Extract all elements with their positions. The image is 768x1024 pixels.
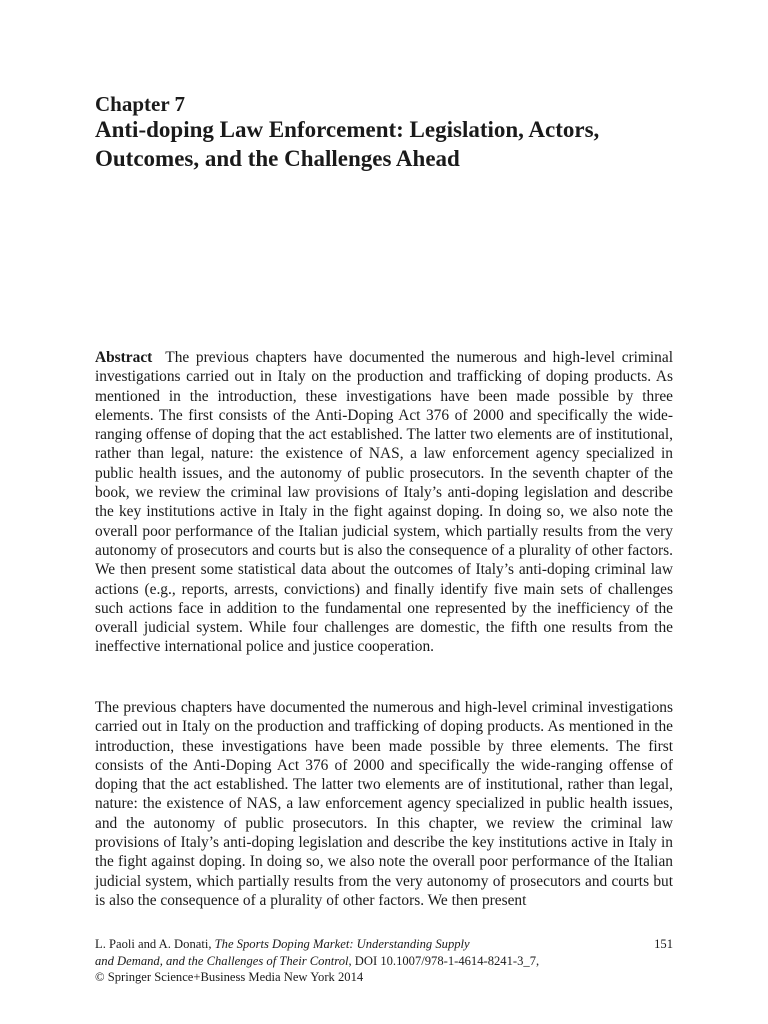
footer-copyright: © Springer Science+Business Media New York 2014	[95, 970, 364, 984]
footer-book-title-part2: and Demand, and the Challenges of Their Control	[95, 953, 349, 968]
page	[95, 0, 673, 1024]
footer-book-title-part1: The Sports Doping Market: Understanding Supply	[214, 937, 470, 951]
abstract	[95, 348, 673, 657]
chapter-label: Chapter 7	[95, 92, 186, 116]
footer-doi: , DOI 10.1007/978-1-4614-8241-3_7,	[348, 953, 540, 968]
footer-citation-line-2	[95, 953, 673, 970]
chapter-title: Anti-doping Law Enforcement: Legislation, Actors, Outcomes, and the Challenges Ahead	[95, 117, 600, 171]
abstract-label: Abstract	[95, 349, 153, 366]
footer-authors: L. Paoli and A. Donati,	[95, 937, 212, 951]
abstract-text: The previous chapters have documented the numerous and high-level criminal investigations carried out in Italy on the production and trafficking of doping products. As mentioned in the introduction, these investigations have been made possible by three elements. The first consists of the Anti-Doping Act 376 of 2000 and specifically the wide-ranging offense of doping that the act established. The latter two elements are of institutional, rather than legal, nature: the existence of NAS, a law enforcement agency specialized in public health issues, and the autonomy of public prosecutors. In the seventh chapter of the book, we review the criminal law provisions of Italy’s anti-doping legislation and describe the key institutions active in Italy in the fight against doping. In doing so, we also note the overall poor performance of the Italian judicial system, which partially results from the very autonomy of prosecutors and courts but is also the consequence of a plurality of other factors. We then present some statistical data about the outcomes of Italy’s anti-doping criminal law actions (e.g., reports, arrests, convictions) and finally identify five main sets of challenges such actions face in addition to the fundamental one represented by the inefficiency of the overall judicial system. While four challenges are domestic, the fifth one results from the ineffective international police and justice cooperation.	[95, 349, 673, 656]
footer	[95, 936, 673, 986]
body-paragraph: The previous chapters have documented the numerous and high-level criminal investigations carried out in Italy on the production and trafficking of doping products. As mentioned in the introduction, these investigations have been made possible by three elements. The first consists of the Anti-Doping Act 376 of 2000 and specifically the wide-ranging offense of doping that the act established. The latter two elements are of institutional, rather than legal, nature: the existence of NAS, a law enforcement agency specialized in public health issues, and the autonomy of public prosecutors. In this chapter, we review the criminal law provisions of Italy’s anti-doping legislation and describe the key institutions active in Italy in the fight against doping. In doing so, we also note the overall poor performance of the Italian judicial system, which partially results from the very autonomy of prosecutors and courts but is also the consequence of a plurality of other factors. We then present	[95, 699, 673, 909]
footer-citation-line-1	[95, 936, 673, 953]
page-number: 151	[654, 937, 673, 951]
